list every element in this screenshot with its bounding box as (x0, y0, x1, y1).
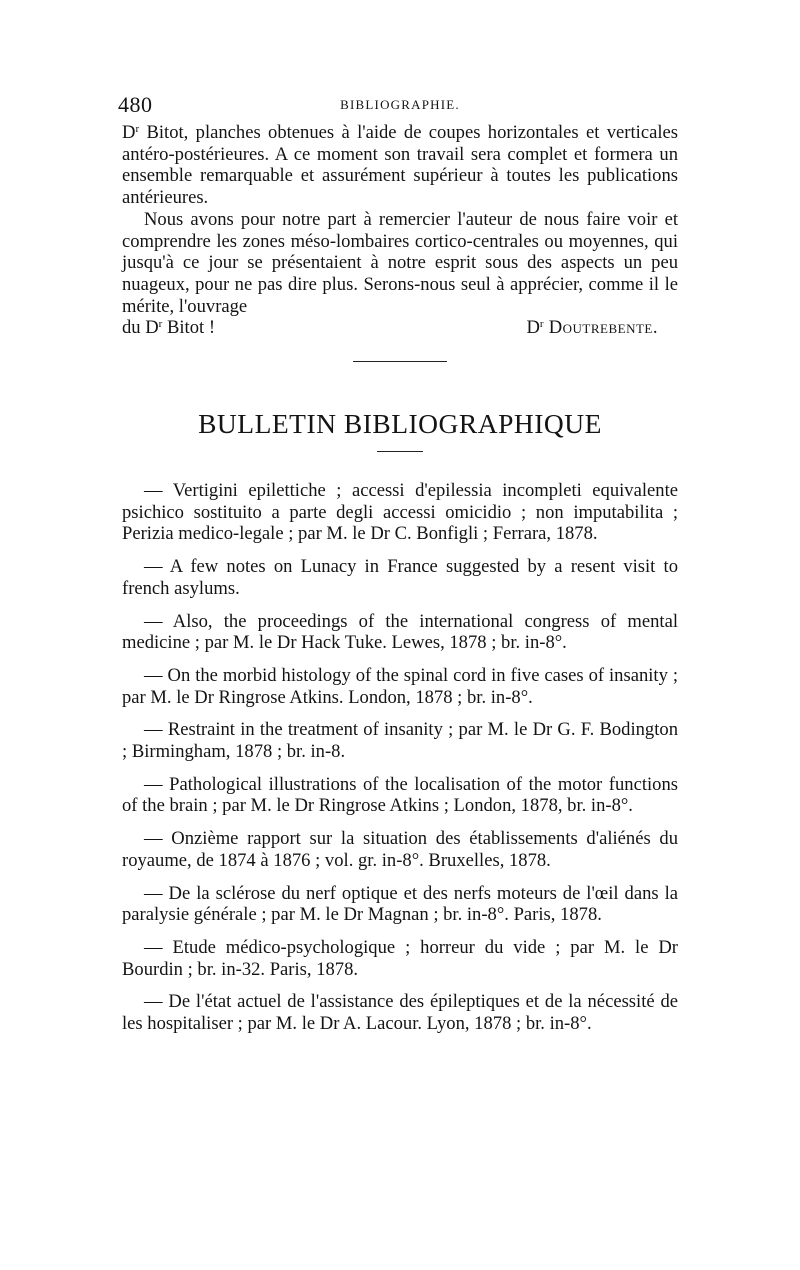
review-p1-text: Bitot, planches obtenues à l'aide de coupes horizontales et verticales antéro-postérieures. A ce moment son travail sera complet et formera un ensemble remarquable et assurément supérieur à toutes les publications antérieures. (122, 122, 678, 209)
bibliography-entry: — Also, the proceedings of the international congress of mental medicine ; par M. le Dr Hack Tuke. Lewes, 1878 ; br. in-8°. (122, 610, 678, 654)
bibliography-entry: — Vertigini epilettiche ; accessi d'epilessia incompleti equivalente psichico sostituito a parte degli accessi omicidio ; non imputabilita ; Perizia medico-legale ; par M. le Dr C. Bonfigli ; Ferrara, 1878. (122, 480, 678, 545)
sig-left-post: Bitot ! (162, 317, 216, 339)
bibliography-entry: — A few notes on Lunacy in France suggested by a resent visit to french asylums. (122, 556, 678, 599)
section-title: BULLETIN BIBLIOGRAPHIQUE (198, 408, 602, 440)
sig-left-sup: r (158, 318, 163, 331)
bibliography-entry: — Etude médico-psychologique ; horreur du vide ; par M. le Dr Bourdin ; br. in-32. Paris, 1878. (122, 936, 678, 980)
signature-author (526, 317, 658, 339)
sig-right-pre: D (526, 317, 540, 339)
page-number: 480 (118, 92, 153, 117)
review-p1-sup: r (135, 123, 140, 135)
sig-right-sup: r (539, 318, 544, 331)
book-page (118, 92, 678, 1046)
review-paragraph-1 (122, 122, 678, 209)
running-head (118, 92, 678, 122)
bibliography-entry: — De la sclérose du nerf optique et des nerfs moteurs de l'œil dans la paralysie générale ; par M. le Dr Magnan ; br. in-8°. Paris, 1878. (122, 882, 678, 926)
sig-right-name: Doutrebente. (543, 317, 658, 339)
section-divider (353, 361, 447, 362)
title-underline (377, 451, 423, 452)
running-title: BIBLIOGRAPHIE. (340, 97, 460, 112)
sig-left-pre: du D (122, 317, 159, 339)
review-p1-dr: D (122, 122, 136, 143)
bibliography-entry: — Pathological illustrations of the localisation of the motor functions of the brain ; par M. le Dr Ringrose Atkins ; London, 1878, br. in-8°. (122, 773, 678, 817)
review-paragraph-2: Nous avons pour notre part à remercier l'auteur de nous faire voir et comprendre les zones méso-lombaires cortico-centrales ou moyennes, qui jusqu'à ce jour se présentaient à notre esprit sous des aspects un peu nuageux, pour ne pas dire plus. Serons-nous seul à apprécier, comme il le mérite, l'ouvrage (122, 208, 678, 317)
bibliography-list (122, 480, 678, 1035)
bibliography-entry: — Onzième rapport sur la situation des établissements d'aliénés du royaume, de 1874 à 1876 ; vol. gr. in-8°. Bruxelles, 1878. (122, 828, 678, 871)
bibliography-entry: — On the morbid histology of the spinal cord in five cases of insanity ; par M. le Dr Ringrose Atkins. London, 1878 ; br. in-8°. (122, 664, 678, 708)
bibliography-entry: — Restraint in the treatment of insanity ; par M. le Dr G. F. Bodington ; Birmingham, 1878 ; br. in-8. (122, 719, 678, 763)
signature-line (122, 317, 678, 339)
signature-left (122, 317, 215, 339)
bibliography-entry: — De l'état actuel de l'assistance des épileptiques et de la nécessité de les hospitaliser ; par M. le Dr A. Lacour. Lyon, 1878 ; br. in-8°. (122, 991, 678, 1035)
